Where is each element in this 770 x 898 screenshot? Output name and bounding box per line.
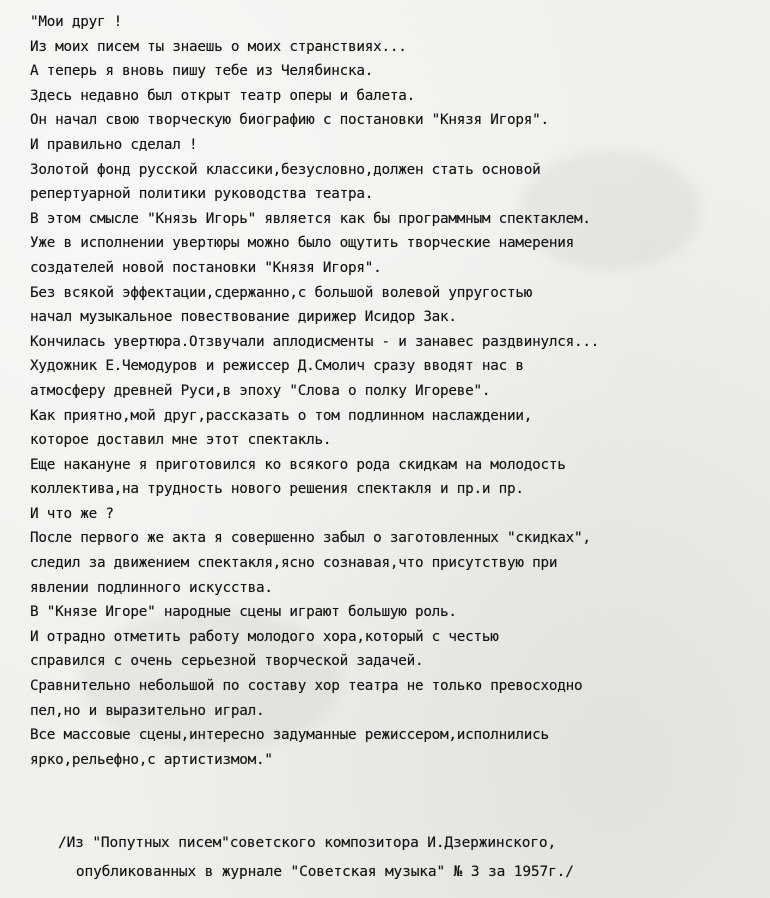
letter-line: Все массовые сцены,интересно задуманные режиссером,исполнились	[30, 727, 549, 744]
letter-line: Еще накануне я приготовился ко всякого рода скидкам на молодость	[30, 456, 566, 473]
letter-line: Из моих писем ты знаешь о моих странствиях...	[30, 38, 407, 55]
letter-line: И что же ?	[30, 505, 114, 522]
letter-line: которое доставил мне этот спектакль.	[30, 432, 332, 449]
source-citation	[58, 828, 758, 886]
letter-line: Он начал свою творческую биографию с постановки "Князя Игоря".	[30, 112, 549, 129]
letter-line: репертуарной политики руководства театра.	[30, 186, 374, 203]
letter-line: А теперь я вновь пишу тебе из Челябинска.	[30, 63, 374, 80]
letter-line: коллектива,на трудность нового решения спектакля и пр.и пр.	[30, 481, 524, 498]
letter-line: В "Князе Игоре" народные сцены играют большую роль.	[30, 604, 457, 621]
letter-line: ярко,рельефно,с артистизмом."	[30, 751, 273, 768]
letter-line: Сравнительно небольшой по составу хор театра не только превосходно	[30, 678, 583, 695]
letter-line: пел,но и выразительно играл.	[30, 702, 265, 719]
citation-line: опубликованных в журнале "Советская музыка" № 3 за 1957г./	[75, 863, 574, 880]
letter-line: В этом смысле "Князь Игорь" является как бы программным спектаклем.	[30, 210, 591, 227]
letter-body	[30, 10, 770, 772]
letter-line: Уже в исполнении увертюры можно было ощутить творческие намерения	[30, 235, 574, 252]
letter-line: Кончилась увертюра.Отзвучали аплодисменты - и занавес раздвинулся...	[30, 333, 600, 350]
letter-line: создателей новой постановки "Князя Игоря".	[30, 259, 382, 276]
letter-line: И правильно сделал !	[30, 136, 198, 153]
letter-line: следил за движением спектакля,ясно сознавая,что присутствую при	[30, 555, 558, 572]
letter-line: После первого же акта я совершенно забыл о заготовленных "скидках",	[30, 530, 591, 547]
letter-line: явлении подлинного искусства.	[30, 579, 273, 596]
letter-line: Здесь недавно был открыт театр оперы и балета.	[30, 87, 415, 104]
letter-line: начал музыкальное повествование дирижер Исидор Зак.	[30, 309, 457, 326]
letter-line: справился с очень серьезной творческой задачей.	[30, 653, 424, 670]
letter-line: атмосферу древней Руси,в эпоху "Слова о полку Игореве".	[30, 382, 491, 399]
letter-line: Золотой фонд русской классики,безусловно,должен стать основой	[30, 161, 541, 178]
letter-line: Как приятно,мой друг,рассказать о том подлинном наслаждении,	[30, 407, 533, 424]
letter-line: И отрадно отметить работу молодого хора,который с честью	[30, 628, 499, 645]
citation-line: /Из "Попутных писем"советского композитора И.Дзержинского,	[58, 834, 557, 851]
letter-line: "Мои друг !	[30, 14, 123, 30]
letter-line: Без всякой эффектации,сдержанно,с большой волевой упругостью	[30, 284, 533, 301]
letter-line: Художник Е.Чемодуров и режиссер Д.Смолич сразу вводят нас в	[30, 358, 524, 375]
